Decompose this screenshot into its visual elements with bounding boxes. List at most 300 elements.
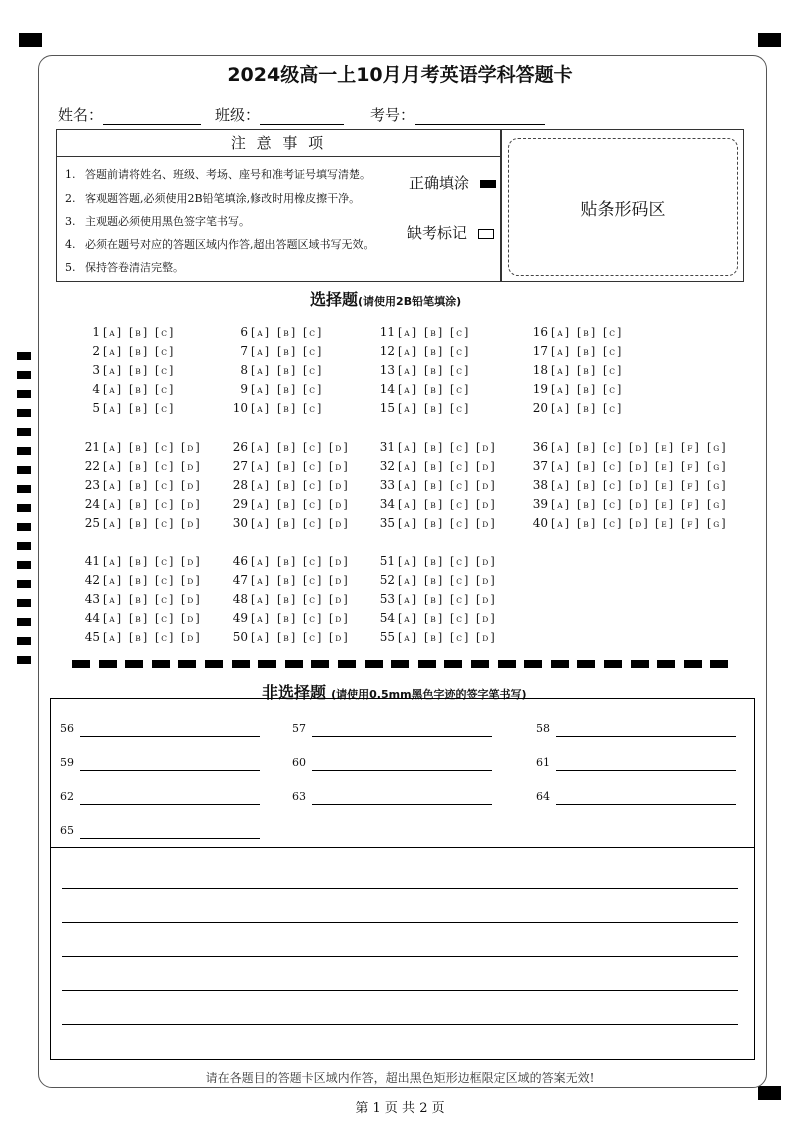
answer-bubble[interactable]: [ C ]: [450, 345, 469, 358]
answer-bubble[interactable]: [ D ]: [476, 593, 495, 606]
question-number: 49: [232, 611, 248, 625]
answer-bubble[interactable]: [ D ]: [329, 460, 348, 473]
page-number: 第 1 页 共 2 页: [355, 1101, 445, 1116]
answer-bubble[interactable]: [ C ]: [450, 402, 469, 415]
timing-mark: [17, 618, 31, 626]
answer-bubble[interactable]: [ B ]: [424, 517, 443, 530]
answer-bubble[interactable]: [ A ]: [251, 460, 270, 473]
answer-bubble[interactable]: [ D ]: [629, 498, 648, 511]
answer-bubble[interactable]: [ C ]: [303, 555, 322, 568]
timing-mark: [17, 504, 31, 512]
fill-in-question[interactable]: [536, 756, 550, 769]
answer-bubble[interactable]: [ E ]: [655, 441, 674, 454]
answer-bubble[interactable]: [ C ]: [155, 555, 174, 568]
answer-bubble[interactable]: [ B ]: [277, 612, 296, 625]
answer-bubble[interactable]: [ D ]: [181, 574, 200, 587]
answer-bubble[interactable]: [ A ]: [251, 593, 270, 606]
question-number: 8: [240, 363, 248, 377]
answer-bubble[interactable]: [ A ]: [398, 402, 417, 415]
answer-bubble[interactable]: [ D ]: [181, 593, 200, 606]
answer-bubble[interactable]: [ A ]: [103, 345, 122, 358]
answer-bubble[interactable]: [ D ]: [329, 441, 348, 454]
answer-bubble[interactable]: [ B ]: [129, 383, 148, 396]
answer-bubble[interactable]: [ C ]: [303, 517, 322, 530]
answer-bubble[interactable]: [ F ]: [681, 460, 699, 473]
answer-bubble[interactable]: [ A ]: [251, 479, 270, 492]
question-row: [526, 362, 629, 378]
notice-item-text: 保持答卷清洁完整。: [85, 261, 184, 274]
answer-bubble[interactable]: [ C ]: [603, 383, 622, 396]
separator-dash: [338, 660, 356, 668]
separator-dash: [524, 660, 542, 668]
answer-bubble[interactable]: [ C ]: [303, 612, 322, 625]
answer-bubble[interactable]: [ B ]: [577, 460, 596, 473]
fill-in-line: [312, 736, 492, 737]
answer-bubble[interactable]: [ B ]: [577, 402, 596, 415]
question-row: [526, 496, 733, 512]
fill-in-question[interactable]: [536, 722, 550, 735]
notice-box: [56, 129, 501, 282]
answer-bubble[interactable]: [ B ]: [577, 517, 596, 530]
answer-bubble[interactable]: [ C ]: [303, 593, 322, 606]
answer-bubble[interactable]: [ A ]: [551, 517, 570, 530]
answer-bubble[interactable]: [ B ]: [277, 364, 296, 377]
answer-bubble[interactable]: [ C ]: [155, 593, 174, 606]
answer-bubble[interactable]: [ B ]: [129, 441, 148, 454]
answer-bubble[interactable]: [ B ]: [129, 612, 148, 625]
answer-bubble[interactable]: [ C ]: [155, 498, 174, 511]
fill-in-question[interactable]: [292, 756, 306, 769]
question-row: [226, 400, 329, 416]
answer-bubble[interactable]: [ A ]: [103, 498, 122, 511]
answer-bubble[interactable]: [ A ]: [551, 479, 570, 492]
answer-bubble[interactable]: [ B ]: [129, 631, 148, 644]
separator-dash: [285, 660, 303, 668]
question-row: [373, 400, 476, 416]
fill-in-question[interactable]: [60, 722, 74, 735]
answer-bubble[interactable]: [ C ]: [603, 498, 622, 511]
answer-bubble[interactable]: [ C ]: [155, 364, 174, 377]
answer-bubble[interactable]: [ B ]: [424, 498, 443, 511]
answer-bubble[interactable]: [ C ]: [450, 612, 469, 625]
answer-bubble[interactable]: [ C ]: [450, 383, 469, 396]
answer-bubble[interactable]: [ B ]: [277, 441, 296, 454]
answer-bubble[interactable]: [ C ]: [303, 383, 322, 396]
fill-in-question[interactable]: [60, 824, 74, 837]
question-row: [78, 381, 181, 397]
answer-bubble[interactable]: [ G ]: [707, 479, 726, 492]
answer-bubble[interactable]: [ A ]: [251, 441, 270, 454]
answer-bubble[interactable]: [ B ]: [577, 345, 596, 358]
answer-bubble[interactable]: [ C ]: [450, 460, 469, 473]
question-number: 41: [84, 554, 100, 568]
answer-bubble[interactable]: [ B ]: [129, 574, 148, 587]
answer-bubble[interactable]: [ B ]: [577, 479, 596, 492]
answer-bubble[interactable]: [ C ]: [155, 631, 174, 644]
separator-dash: [710, 660, 728, 668]
answer-bubble[interactable]: [ A ]: [398, 574, 417, 587]
answer-bubble[interactable]: [ A ]: [251, 364, 270, 377]
answer-bubble[interactable]: [ C ]: [603, 517, 622, 530]
answer-bubble[interactable]: [ C ]: [450, 593, 469, 606]
answer-bubble[interactable]: [ A ]: [103, 383, 122, 396]
fill-in-number: 57: [292, 722, 306, 735]
answer-bubble[interactable]: [ A ]: [251, 517, 270, 530]
answer-bubble[interactable]: [ C ]: [450, 364, 469, 377]
answer-bubble[interactable]: [ B ]: [424, 441, 443, 454]
answer-bubble[interactable]: [ D ]: [476, 517, 495, 530]
question-number: 26: [232, 440, 248, 454]
answer-bubble[interactable]: [ C ]: [450, 441, 469, 454]
answer-bubble[interactable]: [ C ]: [303, 631, 322, 644]
answer-bubble[interactable]: [ A ]: [103, 326, 122, 339]
answer-bubble[interactable]: [ A ]: [551, 402, 570, 415]
answer-bubble[interactable]: [ B ]: [424, 383, 443, 396]
answer-bubble[interactable]: [ D ]: [329, 631, 348, 644]
answer-bubble[interactable]: [ A ]: [251, 631, 270, 644]
answer-bubble[interactable]: [ C ]: [155, 345, 174, 358]
question-number: 17: [532, 344, 548, 358]
answer-bubble[interactable]: [ E ]: [655, 460, 674, 473]
notice-item-number: 4.: [65, 238, 76, 251]
answer-bubble[interactable]: [ D ]: [181, 631, 200, 644]
answer-bubble[interactable]: [ B ]: [129, 498, 148, 511]
answer-bubble[interactable]: [ A ]: [251, 555, 270, 568]
answer-bubble[interactable]: [ B ]: [424, 345, 443, 358]
answer-bubble[interactable]: [ B ]: [424, 364, 443, 377]
answer-bubble[interactable]: [ B ]: [424, 631, 443, 644]
answer-bubble[interactable]: [ B ]: [277, 479, 296, 492]
answer-bubble[interactable]: [ B ]: [277, 517, 296, 530]
fill-in-line: [312, 804, 492, 805]
answer-bubble[interactable]: [ C ]: [155, 383, 174, 396]
answer-bubble[interactable]: [ C ]: [303, 574, 322, 587]
answer-bubble[interactable]: [ C ]: [450, 326, 469, 339]
answer-bubble[interactable]: [ D ]: [329, 498, 348, 511]
answer-bubble[interactable]: [ C ]: [603, 479, 622, 492]
answer-bubble[interactable]: [ B ]: [129, 364, 148, 377]
answer-bubble[interactable]: [ C ]: [155, 612, 174, 625]
question-row: [226, 477, 355, 493]
answer-bubble[interactable]: [ A ]: [398, 364, 417, 377]
answer-bubble[interactable]: [ B ]: [277, 326, 296, 339]
answer-bubble[interactable]: [ D ]: [476, 631, 495, 644]
answer-bubble[interactable]: [ C ]: [303, 498, 322, 511]
answer-bubble[interactable]: [ A ]: [251, 345, 270, 358]
answer-bubble[interactable]: [ A ]: [103, 574, 122, 587]
answer-bubble[interactable]: [ A ]: [398, 460, 417, 473]
answer-bubble[interactable]: [ D ]: [329, 574, 348, 587]
answer-bubble[interactable]: [ C ]: [155, 326, 174, 339]
answer-bubble[interactable]: [ G ]: [707, 498, 726, 511]
question-number: 33: [379, 478, 395, 492]
answer-bubble[interactable]: [ B ]: [277, 460, 296, 473]
question-number: 34: [379, 497, 395, 511]
answer-bubble[interactable]: [ B ]: [129, 593, 148, 606]
answer-bubble[interactable]: [ A ]: [551, 364, 570, 377]
question-row: [373, 572, 502, 588]
answer-bubble[interactable]: [ D ]: [329, 612, 348, 625]
answer-bubble[interactable]: [ F ]: [681, 498, 699, 511]
registration-mark-top-right: [758, 33, 781, 47]
answer-bubble[interactable]: [ B ]: [277, 402, 296, 415]
answer-bubble[interactable]: [ C ]: [450, 498, 469, 511]
answer-bubble[interactable]: [ A ]: [251, 574, 270, 587]
answer-bubble[interactable]: [ B ]: [577, 441, 596, 454]
answer-bubble[interactable]: [ C ]: [450, 574, 469, 587]
answer-bubble[interactable]: [ C ]: [155, 479, 174, 492]
question-number: 6: [240, 325, 248, 339]
fill-in-question[interactable]: [292, 722, 306, 735]
question-row: [526, 439, 733, 455]
answer-bubble[interactable]: [ C ]: [155, 574, 174, 587]
answer-bubble[interactable]: [ E ]: [655, 479, 674, 492]
answer-bubble[interactable]: [ A ]: [551, 345, 570, 358]
answer-bubble[interactable]: [ C ]: [303, 460, 322, 473]
question-row: [226, 458, 355, 474]
question-row: [373, 629, 502, 645]
answer-bubble[interactable]: [ C ]: [450, 631, 469, 644]
fill-in-line: [80, 770, 260, 771]
question-row: [226, 553, 355, 569]
answer-bubble[interactable]: [ C ]: [303, 402, 322, 415]
question-row: [78, 572, 207, 588]
answer-bubble[interactable]: [ D ]: [329, 593, 348, 606]
answer-bubble[interactable]: [ E ]: [655, 517, 674, 530]
answer-bubble[interactable]: [ A ]: [398, 498, 417, 511]
answer-bubble[interactable]: [ A ]: [103, 631, 122, 644]
answer-bubble[interactable]: [ A ]: [251, 498, 270, 511]
question-row: [373, 515, 502, 531]
choice-title: 选择题: [310, 290, 359, 309]
answer-bubble[interactable]: [ C ]: [603, 460, 622, 473]
answer-bubble[interactable]: [ A ]: [398, 612, 417, 625]
timing-mark: [17, 390, 31, 398]
answer-bubble[interactable]: [ A ]: [103, 441, 122, 454]
answer-bubble[interactable]: [ A ]: [398, 555, 417, 568]
answer-bubble[interactable]: [ C ]: [603, 345, 622, 358]
id-field[interactable]: [370, 104, 545, 125]
answer-bubble[interactable]: [ A ]: [103, 479, 122, 492]
answer-bubble[interactable]: [ D ]: [476, 498, 495, 511]
answer-bubble[interactable]: [ A ]: [103, 364, 122, 377]
answer-bubble[interactable]: [ A ]: [551, 326, 570, 339]
answer-bubble[interactable]: [ D ]: [476, 612, 495, 625]
answer-bubble[interactable]: [ B ]: [577, 364, 596, 377]
answer-bubble[interactable]: [ A ]: [103, 612, 122, 625]
answer-bubble[interactable]: [ D ]: [629, 517, 648, 530]
answer-bubble[interactable]: [ D ]: [181, 555, 200, 568]
answer-bubble[interactable]: [ A ]: [551, 460, 570, 473]
question-number: 19: [532, 382, 548, 396]
separator-dash: [232, 660, 250, 668]
answer-bubble[interactable]: [ C ]: [450, 479, 469, 492]
separator-dash: [258, 660, 276, 668]
notice-item-text: 答题前请将姓名、班级、考场、座号和准考证号填写清楚。: [85, 168, 371, 181]
answer-bubble[interactable]: [ D ]: [629, 441, 648, 454]
separator-dash: [365, 660, 383, 668]
answer-bubble[interactable]: [ D ]: [476, 460, 495, 473]
answer-bubble[interactable]: [ B ]: [277, 383, 296, 396]
fill-in-question[interactable]: [292, 790, 306, 803]
timing-mark: [17, 637, 31, 645]
answer-bubble[interactable]: [ B ]: [277, 574, 296, 587]
answer-bubble[interactable]: [ B ]: [277, 345, 296, 358]
question-number: 5: [92, 401, 100, 415]
answer-bubble[interactable]: [ C ]: [303, 326, 322, 339]
answer-bubble[interactable]: [ A ]: [398, 631, 417, 644]
answer-bubble[interactable]: [ A ]: [251, 383, 270, 396]
answer-bubble[interactable]: [ B ]: [129, 479, 148, 492]
answer-bubble[interactable]: [ D ]: [181, 498, 200, 511]
answer-bubble[interactable]: [ B ]: [277, 498, 296, 511]
answer-bubble[interactable]: [ D ]: [329, 479, 348, 492]
fill-in-question[interactable]: [536, 790, 550, 803]
question-row: [78, 439, 207, 455]
answer-bubble[interactable]: [ A ]: [551, 441, 570, 454]
answer-bubble[interactable]: [ A ]: [251, 402, 270, 415]
answer-bubble[interactable]: [ D ]: [476, 574, 495, 587]
answer-bubble[interactable]: [ A ]: [398, 593, 417, 606]
class-field[interactable]: [215, 104, 344, 125]
answer-bubble[interactable]: [ B ]: [424, 326, 443, 339]
answer-bubble[interactable]: [ B ]: [424, 593, 443, 606]
timing-mark: [17, 561, 31, 569]
absent-checkbox[interactable]: [478, 229, 494, 239]
fill-in-question[interactable]: [60, 790, 74, 803]
answer-bubble[interactable]: [ B ]: [129, 326, 148, 339]
answer-bubble[interactable]: [ F ]: [681, 517, 699, 530]
answer-bubble[interactable]: [ C ]: [303, 364, 322, 377]
answer-bubble[interactable]: [ C ]: [450, 517, 469, 530]
writing-line: [62, 990, 738, 991]
answer-bubble[interactable]: [ B ]: [424, 402, 443, 415]
fill-in-question[interactable]: [60, 756, 74, 769]
absent-mark-label: 缺考标记: [407, 224, 468, 242]
nonchoice-title: 非选择题: [262, 683, 327, 702]
name-field[interactable]: [58, 104, 201, 125]
question-row: [78, 324, 181, 340]
separator-dash: [604, 660, 622, 668]
question-row: [226, 591, 355, 607]
answer-bubble[interactable]: [ B ]: [129, 517, 148, 530]
answer-bubble[interactable]: [ A ]: [551, 383, 570, 396]
question-row: [373, 496, 502, 512]
answer-bubble[interactable]: [ A ]: [398, 326, 417, 339]
separator-dash: [205, 660, 223, 668]
answer-bubble[interactable]: [ A ]: [103, 593, 122, 606]
answer-bubble[interactable]: [ C ]: [603, 326, 622, 339]
answer-bubble[interactable]: [ A ]: [398, 517, 417, 530]
answer-bubble[interactable]: [ A ]: [398, 383, 417, 396]
timing-mark: [17, 371, 31, 379]
answer-bubble[interactable]: [ D ]: [181, 460, 200, 473]
answer-bubble[interactable]: [ B ]: [129, 555, 148, 568]
answer-bubble[interactable]: [ F ]: [681, 479, 699, 492]
separator-dash: [99, 660, 117, 668]
answer-bubble[interactable]: [ B ]: [577, 326, 596, 339]
answer-bubble[interactable]: [ C ]: [303, 479, 322, 492]
answer-bubble[interactable]: [ B ]: [277, 555, 296, 568]
answer-bubble[interactable]: [ A ]: [103, 402, 122, 415]
answer-bubble[interactable]: [ F ]: [681, 441, 699, 454]
answer-bubble[interactable]: [ D ]: [181, 441, 200, 454]
question-number: 39: [532, 497, 548, 511]
answer-bubble[interactable]: [ G ]: [707, 441, 726, 454]
question-row: [78, 515, 207, 531]
question-row: [78, 496, 207, 512]
answer-bubble[interactable]: [ A ]: [551, 498, 570, 511]
question-number: 24: [84, 497, 100, 511]
answer-bubble[interactable]: [ C ]: [450, 555, 469, 568]
answer-bubble[interactable]: [ B ]: [424, 479, 443, 492]
answer-bubble[interactable]: [ C ]: [603, 441, 622, 454]
answer-bubble[interactable]: [ B ]: [577, 383, 596, 396]
answer-bubble[interactable]: [ C ]: [603, 402, 622, 415]
answer-bubble[interactable]: [ C ]: [303, 441, 322, 454]
answer-bubble[interactable]: [ B ]: [424, 460, 443, 473]
answer-bubble[interactable]: [ G ]: [707, 460, 726, 473]
answer-bubble[interactable]: [ C ]: [155, 517, 174, 530]
answer-bubble[interactable]: [ A ]: [398, 345, 417, 358]
answer-bubble[interactable]: [ D ]: [329, 517, 348, 530]
question-row: [226, 515, 355, 531]
answer-bubble[interactable]: [ G ]: [707, 517, 726, 530]
answer-bubble[interactable]: [ D ]: [181, 612, 200, 625]
answer-bubble[interactable]: [ B ]: [424, 612, 443, 625]
answer-bubble[interactable]: [ D ]: [629, 460, 648, 473]
answer-bubble[interactable]: [ B ]: [129, 460, 148, 473]
absent-mark-legend: [407, 222, 494, 243]
answer-bubble[interactable]: [ A ]: [103, 460, 122, 473]
answer-bubble[interactable]: [ C ]: [155, 441, 174, 454]
answer-bubble[interactable]: [ B ]: [424, 555, 443, 568]
answer-bubble[interactable]: [ D ]: [329, 555, 348, 568]
answer-bubble[interactable]: [ D ]: [629, 479, 648, 492]
answer-bubble[interactable]: [ D ]: [476, 555, 495, 568]
answer-bubble[interactable]: [ B ]: [277, 631, 296, 644]
answer-bubble[interactable]: [ B ]: [129, 345, 148, 358]
answer-bubble[interactable]: [ B ]: [277, 593, 296, 606]
answer-bubble[interactable]: [ A ]: [251, 326, 270, 339]
answer-bubble[interactable]: [ C ]: [155, 460, 174, 473]
question-number: 55: [379, 630, 395, 644]
notice-item: [65, 236, 375, 252]
answer-bubble[interactable]: [ A ]: [398, 479, 417, 492]
question-row: [78, 629, 207, 645]
answer-bubble[interactable]: [ B ]: [577, 498, 596, 511]
notice-item: [65, 213, 250, 229]
answer-bubble[interactable]: [ A ]: [398, 441, 417, 454]
question-row: [226, 381, 329, 397]
answer-bubble[interactable]: [ D ]: [476, 441, 495, 454]
fill-in-number: 65: [60, 824, 74, 837]
answer-bubble[interactable]: [ C ]: [155, 402, 174, 415]
answer-bubble[interactable]: [ A ]: [103, 555, 122, 568]
notice-item-number: 5.: [65, 261, 76, 274]
answer-bubble[interactable]: [ A ]: [103, 517, 122, 530]
answer-bubble[interactable]: [ C ]: [303, 345, 322, 358]
answer-bubble[interactable]: [ D ]: [181, 479, 200, 492]
answer-bubble[interactable]: [ D ]: [476, 479, 495, 492]
separator-dash: [72, 660, 90, 668]
answer-bubble[interactable]: [ E ]: [655, 498, 674, 511]
answer-bubble[interactable]: [ D ]: [181, 517, 200, 530]
answer-bubble[interactable]: [ B ]: [424, 574, 443, 587]
answer-bubble[interactable]: [ A ]: [251, 612, 270, 625]
answer-bubble[interactable]: [ B ]: [129, 402, 148, 415]
answer-bubble[interactable]: [ C ]: [603, 364, 622, 377]
